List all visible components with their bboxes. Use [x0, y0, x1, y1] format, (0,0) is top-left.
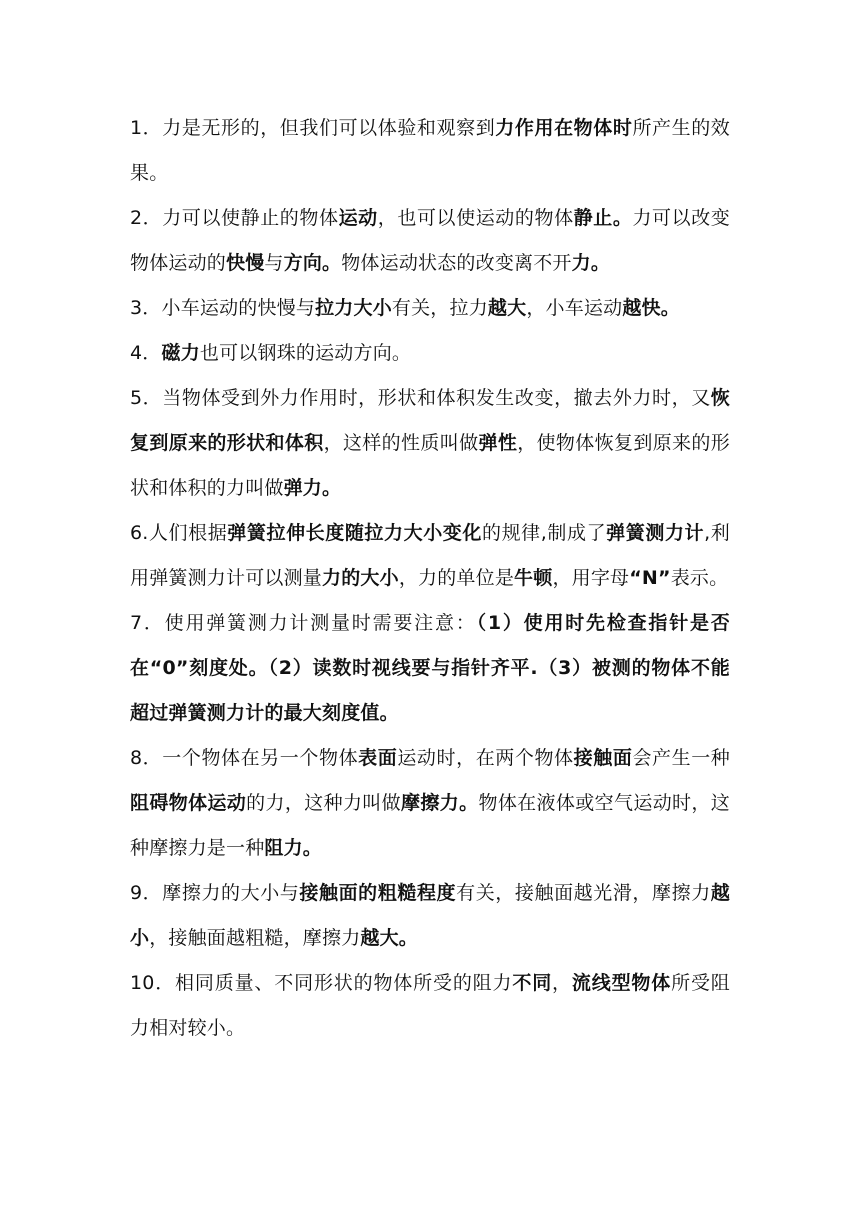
- body-text: 所受阻力相对较小。: [130, 972, 730, 1039]
- body-text: 有关，拉力: [391, 297, 488, 319]
- emphasis-text: 表面: [358, 747, 398, 769]
- emphasis-text: 牛顿: [514, 567, 553, 589]
- body-text: 的规律,制成了: [481, 522, 607, 544]
- emphasis-text: 阻碍物体运动: [130, 792, 247, 814]
- emphasis-text: 流线型物体: [571, 972, 672, 994]
- emphasis-text: 越小: [130, 882, 730, 949]
- body-text: 力可以改变物体运动的: [130, 207, 730, 274]
- emphasis-text: 弹簧拉伸长度随拉力大小变化: [227, 522, 482, 544]
- body-text: 9．摩擦力的大小与: [130, 882, 300, 904]
- body-text: 与: [264, 252, 284, 274]
- body-text: 会产生一种: [632, 747, 730, 769]
- body-text: 1．力是无形的，但我们可以体验和观察到: [130, 117, 496, 139]
- paragraph-6: [130, 511, 730, 601]
- body-text: ，接触面越粗糙，摩擦力: [149, 927, 361, 949]
- emphasis-text: 弹簧测力计: [606, 522, 705, 544]
- emphasis-text: 越快。: [622, 297, 680, 319]
- emphasis-text: 弹性: [478, 432, 518, 454]
- body-text: 4．: [130, 342, 162, 364]
- body-text: ，也可以使运动的物体: [377, 207, 574, 229]
- emphasis-text: 不同: [512, 972, 553, 994]
- body-text: 有关，接触面越光滑，摩擦力: [456, 882, 711, 904]
- emphasis-text: 接触面: [573, 747, 633, 769]
- body-text: 10．相同质量、不同形状的物体所受的阻力: [130, 972, 513, 994]
- emphasis-text: 力。: [571, 252, 611, 274]
- emphasis-text: 阻力。: [264, 837, 323, 859]
- body-text: 5．当物体受到外力作用时，形状和体积发生改变，撤去外力时，又: [130, 387, 711, 409]
- body-text: ，小车运动: [526, 297, 623, 319]
- body-text: 6.人们根据: [130, 522, 228, 544]
- paragraph-3: [130, 286, 730, 331]
- emphasis-text: 恢复到原来的形状和体积: [130, 387, 730, 454]
- emphasis-text: 接触面的粗糙程度: [299, 882, 457, 904]
- emphasis-text: 方向。: [283, 252, 342, 274]
- body-text: ，使物体恢复到原来的形状和体积的力叫做: [130, 432, 730, 499]
- paragraph-5: [130, 376, 730, 511]
- emphasis-text: 静止。: [573, 207, 633, 229]
- paragraph-7: [130, 601, 730, 736]
- emphasis-text: 越大。: [360, 927, 419, 949]
- body-text: 物体在液体或空气运动时，这种摩擦力是一种: [130, 792, 730, 859]
- body-text: 所产生的效果。: [130, 117, 730, 184]
- body-text: 7．使用弹簧测力计测量时需要注意：: [130, 612, 477, 634]
- body-text: ，: [552, 972, 572, 994]
- body-text: ,利用弹簧测力计可以测量: [130, 522, 730, 589]
- body-text: 表示。: [670, 567, 729, 589]
- body-text: 3．小车运动的快慢与: [130, 297, 316, 319]
- body-text: 的力，这种力叫做: [246, 792, 402, 814]
- body-text: ，这样的性质叫做: [323, 432, 479, 454]
- emphasis-text: （1）使用时先检查指针是否在“0”刻度处。（2）读数时视线要与指针齐平.（3）被测的物体不能超过弹簧测力计的最大刻度值。: [130, 612, 730, 724]
- body-text: ，力的单位是: [398, 567, 515, 589]
- body-text: 也可以钢珠的运动方向。: [199, 342, 412, 364]
- emphasis-text: 摩擦力。: [401, 792, 479, 814]
- emphasis-text: 越大: [487, 297, 527, 319]
- paragraph-8: [130, 736, 730, 871]
- paragraph-9: [130, 871, 730, 961]
- body-text: 运动时，在两个物体: [397, 747, 574, 769]
- emphasis-text: 快慢: [226, 252, 265, 274]
- body-text: 2．力可以使静止的物体: [130, 207, 339, 229]
- emphasis-text: 拉力大小: [315, 297, 392, 319]
- body-text: 8．一个物体在另一个物体: [130, 747, 359, 769]
- body-text: 物体运动状态的改变离不开: [341, 252, 572, 274]
- emphasis-text: 弹力。: [283, 477, 342, 499]
- paragraph-1: [130, 106, 730, 196]
- emphasis-text: “N”: [629, 567, 671, 589]
- emphasis-text: 力的大小: [322, 567, 399, 589]
- emphasis-text: 力作用在物体时: [495, 117, 633, 139]
- paragraph-10: [130, 961, 730, 1051]
- paragraph-4: [130, 331, 730, 376]
- emphasis-text: 运动: [338, 207, 378, 229]
- body-text: ，用字母: [552, 567, 630, 589]
- emphasis-text: 磁力: [161, 342, 200, 364]
- paragraph-2: [130, 196, 730, 286]
- notes-body: [130, 106, 730, 1051]
